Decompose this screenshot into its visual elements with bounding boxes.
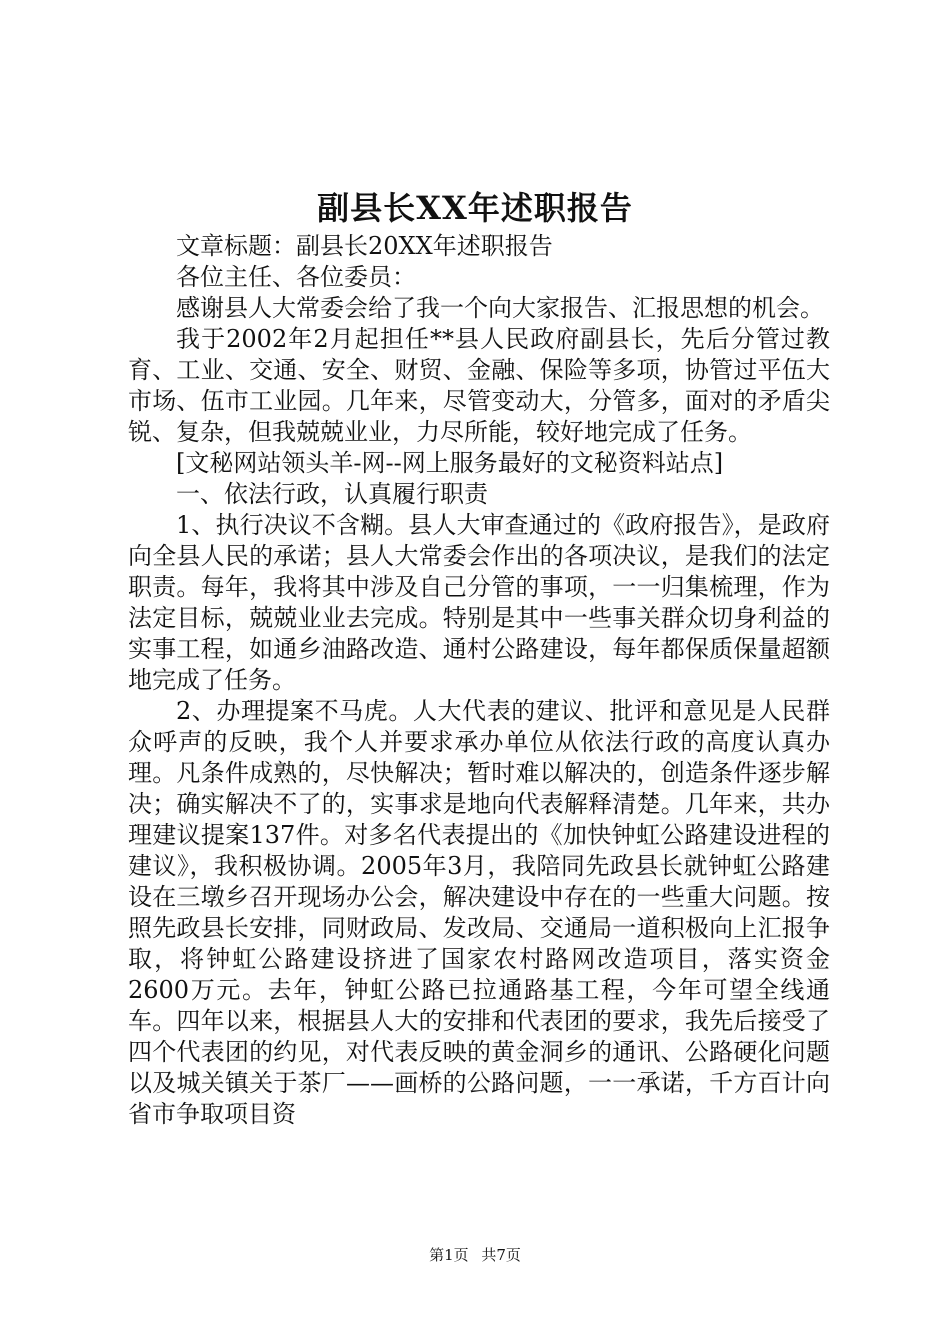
paragraph-thanks: 感谢县人大常委会给了我一个向大家报告、汇报思想的机会。 — [176, 294, 824, 322]
page-footer — [0, 1245, 950, 1265]
document-body — [128, 231, 830, 1130]
page-total: 共7页 — [481, 1246, 521, 1264]
document-title: 副县长XX年述职报告 — [317, 189, 633, 227]
paragraph-item-1: 1、执行决议不含糊。县人大审查通过的《政府报告》，是政府向全县人民的承诺；县人大常委会作出的各项决议，是我们的法定职责。每年，我将其中涉及自己分管的事项，一一归集梳理，作为法定目标，兢兢业业去完成。特别是其中一些事关群众切身利益的实事工程，如通乡油路改造、通村公路建设，每年都保质保量超额地完成了任务。 — [128, 511, 830, 694]
paragraph-salutation: 各位主任、各位委员： — [176, 263, 416, 291]
paragraph-site-note: [文秘网站领头羊-网--网上服务最好的文秘资料站点] — [176, 449, 724, 477]
page-number: 第1页 — [429, 1246, 469, 1264]
paragraph-intro: 我于2002年2月起担任**县人民政府副县长，先后分管过教育、工业、交通、安全、财贸、金融、保险等多项，协管过平伍大市场、伍市工业园。几年来，尽管变动大，分管多，面对的矛盾尖锐、复杂，但我兢兢业业，力尽所能，较好地完成了任务。 — [128, 325, 830, 446]
paragraph-item-2: 2、办理提案不马虎。人大代表的建议、批评和意见是人民群众呼声的反映，我个人并要求承办单位从依法行政的高度认真办理。凡条件成熟的，尽快解决；暂时难以解决的，创造条件逐步解决；确实解决不了的，实事求是地向代表解释清楚。几年来，共办理建议提案137件。对多名代表提出的《加快钟虹公路建设进程的建议》，我积极协调。2005年3月，我陪同先政县长就钟虹公路建设在三墩乡召开现场办公会，解决建设中存在的一些重大问题。按照先政县长安排，同财政局、发改局、交通局一道积极向上汇报争取，将钟虹公路建设挤进了国家农村路网改造项目，落实资金2600万元。去年，钟虹公路已拉通路基工程，今年可望全线通车。四年以来，根据县人大的安排和代表团的要求，我先后接受了四个代表团的约见，对代表反映的黄金洞乡的通讯、公路硬化问题以及城关镇关于茶厂——画桥的公路问题，一一承诺，千方百计向省市争取项目资 — [128, 697, 830, 1128]
section-heading-1: 一、依法行政，认真履行职责 — [176, 480, 488, 508]
paragraph-article-title: 文章标题：副县长20XX年述职报告 — [176, 232, 553, 260]
